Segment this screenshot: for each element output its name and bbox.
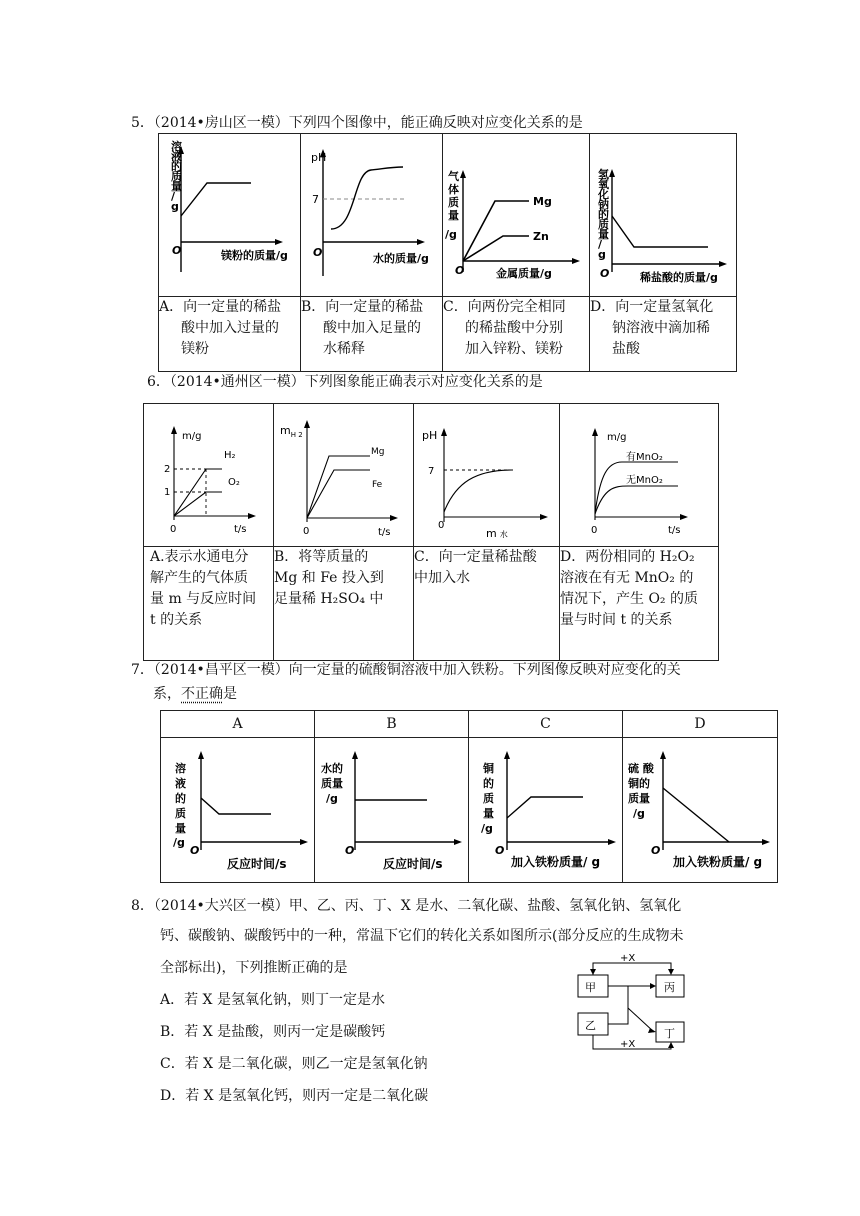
q8-conversion-diagram [570, 950, 700, 1058]
svg-text:硫 酸: 硫 酸 [628, 762, 654, 775]
q6b-series1: Mg [371, 447, 385, 457]
q8-bing: 丙 [664, 981, 675, 994]
q7b-origin: O [345, 844, 355, 857]
q8-stem-line2: 钙、碳酸钠、碳酸钙中的一种，常温下它们的转化关系如图所示(部分反应的生成物未 [160, 928, 684, 944]
svg-text:液: 液 [175, 777, 186, 790]
q7d-ylabel [627, 761, 655, 820]
q6a-tick1: 1 [164, 487, 171, 498]
q5d-ylabel [597, 167, 610, 261]
q5-graph-c-svg [443, 134, 590, 292]
q7-header-c: C [469, 711, 623, 738]
svg-text:的: 的 [598, 208, 609, 221]
q6a-tick2: 2 [164, 464, 171, 475]
q5a-xlabel: 镁粉的质量/g [221, 249, 288, 262]
svg-text:液: 液 [171, 150, 182, 163]
q6a-origin: 0 [170, 524, 177, 535]
q5-option-c: C．向两份完全相同 的稀盐酸中分别 加入锌粉、镁粉 [443, 297, 590, 372]
q7a-xlabel: 反应时间/s [227, 857, 287, 871]
q5-graph-b [301, 134, 443, 297]
q8-stem-line3: 全部标出)，下列推断正确的是 [160, 960, 348, 976]
q6-graph-c-svg [414, 404, 560, 542]
svg-text:g: g [598, 248, 606, 261]
q6c-origin: 0 [438, 520, 445, 531]
svg-text:量: 量 [171, 180, 182, 193]
q5b-mark: 7 [312, 193, 319, 206]
svg-text:质量: 质量 [321, 777, 343, 790]
svg-text:化: 化 [598, 188, 609, 201]
svg-text:量: 量 [598, 228, 609, 241]
q7b-ylabel [321, 761, 343, 805]
q7-graph-a [161, 738, 315, 883]
svg-text:/g: /g [481, 822, 493, 835]
q6a-series1: H₂ [224, 450, 236, 461]
q5-option-a: A．向一定量的稀盐 酸中加入过量的 镁粉 [159, 297, 301, 372]
q7b-xlabel: 反应时间/s [383, 857, 443, 871]
svg-text:g: g [171, 200, 179, 213]
q5b-xlabel: 水的质量/g [373, 252, 429, 265]
q5c-series2: Zn [533, 230, 549, 243]
svg-text:/g: /g [326, 792, 338, 805]
q5-graph-b-svg [301, 134, 443, 292]
q5-graph-c [443, 134, 590, 297]
q6-option-b: B．将等质量的 Mg 和 Fe 投入到 足量稀 H₂SO₄ 中 [274, 547, 414, 661]
q6b-xlabel: t/s [378, 527, 391, 538]
q7-stem-suffix: 是 [223, 686, 237, 702]
svg-text:质量: 质量 [628, 792, 650, 805]
q5-stem: 5．（2014•房山区一模）下列四个图像中，能正确反映对应变化关系的是 [131, 115, 583, 131]
svg-text:钠: 钠 [598, 198, 609, 211]
q7c-xlabel: 加入铁粉质量/ g [511, 855, 601, 869]
q5-option-d: D．向一定量氢氧化 钠溶液中滴加稀 盐酸 [590, 297, 737, 372]
svg-text:/g: /g [633, 807, 645, 820]
q5-graph-a-svg [159, 134, 301, 292]
q5c-origin: O [455, 264, 465, 277]
q5-table [158, 133, 737, 372]
q7-graph-d-svg [623, 738, 778, 878]
q6-graph-b-svg [274, 404, 414, 542]
q7-graph-d [623, 738, 778, 883]
q6c-xlabel: m 水 [486, 527, 508, 540]
q6-option-c: C．向一定量稀盐酸 中加入水 [414, 547, 560, 661]
q6-option-a: A.表示水通电分 解产生的气体质 量 m 与反应时间 t 的关系 [144, 547, 274, 661]
q6-graph-a [144, 404, 274, 547]
q8-jia: 甲 [585, 981, 596, 994]
q6a-ylabel: m/g [182, 431, 202, 442]
q8-plusx-bottom: +X [620, 1039, 636, 1050]
q5-option-b: B．向一定量的稀盐 酸中加入足量的 水稀释 [301, 297, 443, 372]
q5-graph-d [590, 134, 737, 297]
q6a-series2: O₂ [228, 477, 240, 488]
q6b-origin: 0 [303, 526, 310, 537]
q6-graph-d-svg [560, 404, 719, 542]
svg-text:/: / [598, 238, 603, 251]
svg-text:氢: 氢 [598, 168, 609, 181]
svg-text:量: 量 [483, 807, 494, 820]
q7-table [160, 710, 778, 883]
svg-text:/: / [171, 190, 176, 203]
q6-graph-d [560, 404, 719, 547]
q7-graph-b [315, 738, 469, 883]
q7-header-a: A [161, 711, 315, 738]
svg-text:/g: /g [445, 228, 457, 241]
q7-emphasis-not-correct: 不正确 [181, 686, 223, 702]
q7-stem-prefix: 系， [153, 686, 181, 702]
q6c-ylabel: pH [422, 429, 438, 442]
q5c-ylabel [445, 169, 460, 241]
q7c-ylabel [481, 761, 494, 835]
svg-text:/g: /g [173, 836, 185, 849]
q7-graph-c-svg [469, 738, 623, 878]
svg-text:的: 的 [175, 792, 186, 805]
q7-graph-c [469, 738, 623, 883]
q6-graph-b [274, 404, 414, 547]
q7-graph-b-svg [315, 738, 469, 878]
q5-graph-d-svg [590, 134, 737, 292]
q6b-series2: Fe [372, 480, 383, 490]
q6-stem: 6．（2014•通州区一模）下列图象能正确表示对应变化关系的是 [147, 374, 543, 390]
q7-stem-line1: 7．（2014•昌平区一模）向一定量的硫酸铜溶液中加入铁粉。下列图像反映对应变化的关 [131, 662, 681, 678]
svg-text:的: 的 [171, 160, 182, 173]
q5d-xlabel: 稀盐酸的质量/g [640, 271, 718, 284]
q6-graph-a-svg [144, 404, 274, 542]
q8-option-c: C．若 X 是二氧化碳，则乙一定是氢氧化钠 [160, 1056, 428, 1072]
q7a-origin: O [190, 844, 200, 857]
q6d-series1: 有MnO₂ [626, 452, 663, 463]
svg-text:体: 体 [448, 183, 459, 196]
svg-text:溶: 溶 [171, 140, 182, 153]
q6d-ylabel: m/g [607, 432, 627, 443]
q5c-xlabel: 金属质量/g [496, 267, 552, 280]
svg-text:铜的: 铜的 [628, 777, 650, 790]
svg-text:铜: 铜 [483, 762, 494, 775]
svg-text:质: 质 [448, 196, 459, 209]
q7d-xlabel: 加入铁粉质量/ g [673, 855, 763, 869]
q7-graph-a-svg [161, 738, 315, 878]
q6b-ylabel: $m_{H 2}$ [280, 424, 303, 439]
q8-option-d: D．若 X 是氢氧化钙，则丙一定是二氧化碳 [160, 1088, 429, 1104]
q5b-ylabel: pH [311, 151, 327, 164]
q8-stem-line1: 8．（2014•大兴区一模）甲、乙、丙、丁、X 是水、二氧化碳、盐酸、氢氧化钠、氢氧化 [131, 898, 682, 914]
q8-option-a: A．若 X 是氢氧化钠，则丁一定是水 [160, 992, 385, 1008]
q6-graph-c [414, 404, 560, 547]
q8-ding: 丁 [664, 1027, 675, 1040]
q5d-origin: O [600, 267, 610, 280]
q7-stem-line2 [153, 684, 237, 704]
q6a-xlabel: t/s [234, 524, 247, 535]
q6c-mark: 7 [428, 466, 435, 477]
q7a-ylabel [173, 761, 186, 849]
q5a-origin: O [172, 244, 182, 257]
q6d-origin: 0 [591, 525, 598, 536]
q8-plusx-top: +X [620, 953, 636, 964]
q5b-origin: O [313, 246, 323, 259]
svg-text:水的: 水的 [321, 762, 343, 775]
svg-text:质: 质 [598, 218, 609, 231]
svg-text:量: 量 [175, 822, 186, 835]
svg-text:气: 气 [448, 170, 459, 183]
q6-option-d: D．两份相同的 H₂O₂ 溶液在有无 MnO₂ 的 情况下，产生 O₂ 的质 量与时间 t 的关系 [560, 547, 719, 661]
svg-text:质: 质 [483, 792, 494, 805]
q6d-series2: 无MnO₂ [626, 475, 663, 486]
q5c-series1: Mg [533, 195, 552, 208]
svg-text:质: 质 [175, 807, 186, 820]
q6d-xlabel: t/s [668, 525, 681, 536]
q7d-origin: O [651, 844, 661, 857]
q7-header-d: D [623, 711, 778, 738]
svg-text:量: 量 [448, 209, 459, 222]
q8-option-b: B．若 X 是盐酸，则丙一定是碳酸钙 [160, 1024, 386, 1040]
svg-text:的: 的 [483, 777, 494, 790]
q7-header-b: B [315, 711, 469, 738]
q8-yi: 乙 [585, 1019, 596, 1032]
q6-table [143, 403, 719, 661]
svg-text:质: 质 [171, 170, 182, 183]
svg-text:溶: 溶 [175, 762, 186, 775]
svg-text:氧: 氧 [598, 178, 609, 191]
q5-graph-a [159, 134, 301, 297]
q7c-origin: O [495, 844, 505, 857]
